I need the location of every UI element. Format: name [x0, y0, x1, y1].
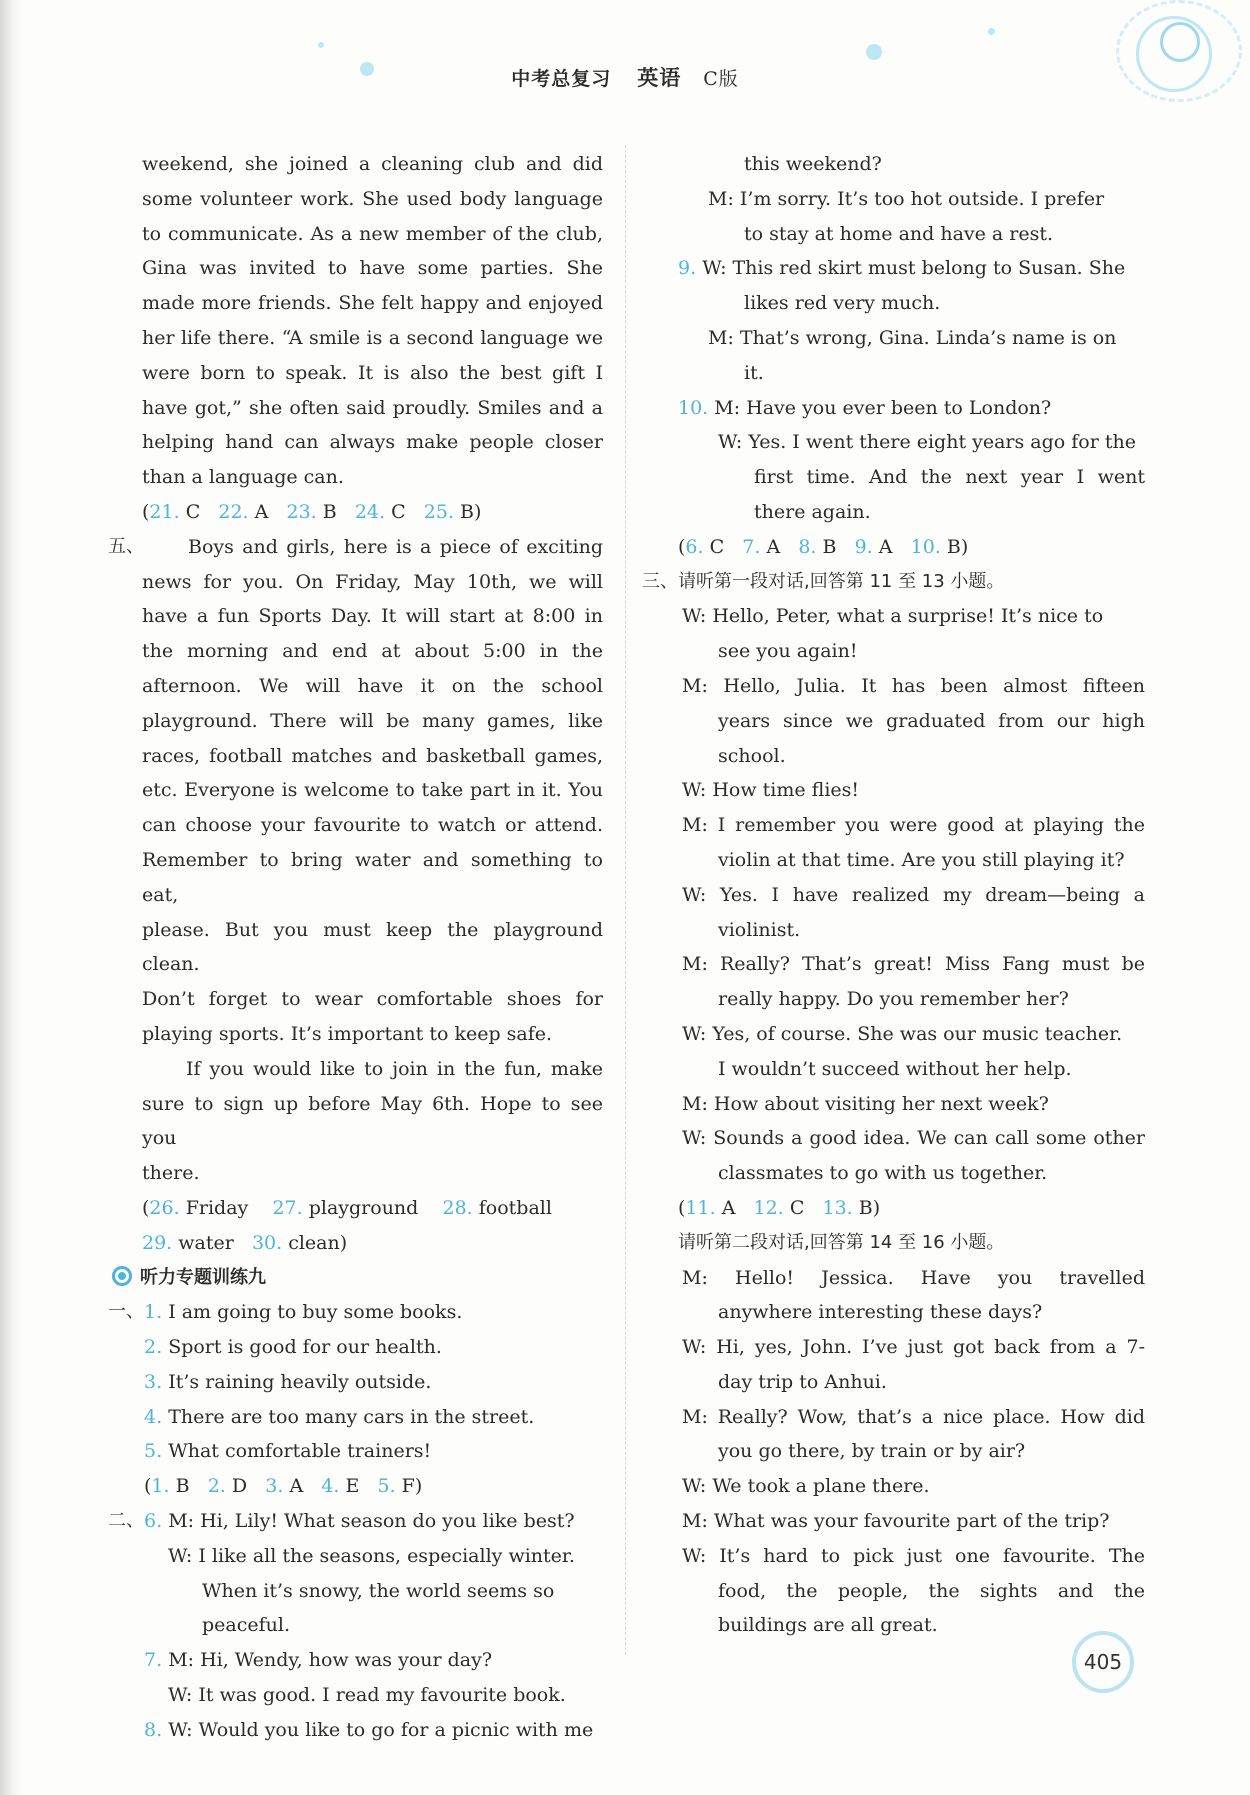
section-label: 二、: [108, 1510, 144, 1532]
answer-key-1-5: (1. B 2. D 3. A 4. E 5. F): [144, 1475, 423, 1498]
decorative-dot: [866, 44, 882, 60]
dialog-line: W: I like all the seasons, especially winter.: [168, 1544, 575, 1567]
passage-line: Remember to bring water and something to eat,: [142, 848, 603, 906]
passage-line: please. But you must keep the playground clean.: [142, 918, 603, 976]
dialog-line: years since we graduated from our high: [718, 709, 1145, 732]
passage-line: If you would like to join in the fun, make: [186, 1057, 603, 1080]
list-item: 2. Sport is good for our health.: [144, 1336, 442, 1359]
passage-line: there.: [142, 1162, 200, 1185]
dialog-line: this weekend?: [744, 153, 882, 175]
dialog-line: buildings are all great.: [718, 1614, 938, 1637]
passage-line: playground. There will be many games, like: [142, 709, 603, 732]
dialog-line: M: I remember you were good at playing the: [682, 814, 1145, 837]
dialog-line: 7. M: Hi, Wendy, how was your day?: [144, 1649, 493, 1672]
passage-line: Don’t forget to wear comfortable shoes for: [142, 988, 603, 1011]
page-header: [0, 62, 1250, 92]
dialog-line: M: Hello, Julia. It has been almost fifteen: [682, 674, 1145, 697]
dialog-line: 10. M: Have you ever been to London?: [678, 396, 1052, 419]
dialog-line: M: How about visiting her next week?: [682, 1092, 1049, 1115]
dialog-line: M: Hello! Jessica. Have you travelled: [682, 1266, 1145, 1289]
dialog-line: W: Yes, of course. She was our music teacher.: [682, 1022, 1123, 1045]
passage-line: made more friends. She felt happy and enjoyed: [142, 292, 603, 315]
passage-line: afternoon. We will have it on the school: [142, 674, 603, 697]
dialog-line: classmates to go with us together.: [718, 1162, 1048, 1185]
passage-line: news for you. On Friday, May 10th, we will: [142, 570, 603, 593]
passage-5: [108, 530, 603, 1261]
dialog-line: 8. W: Would you like to go for a picnic with me: [144, 1718, 594, 1741]
right-column: [642, 147, 1145, 1643]
listening-part-2: [108, 1504, 603, 1748]
dialog-line: day trip to Anhui.: [718, 1370, 887, 1393]
passage-4: [108, 147, 603, 530]
answer-key-6-10: (6. C 7. A 8. B 9. A 10. B): [678, 535, 969, 558]
section-heading: 听力专题训练九: [108, 1261, 603, 1296]
dialog-line: food, the people, the sights and the: [718, 1579, 1145, 1602]
passage-line: have a fun Sports Day. It will start at 8:00 in: [142, 605, 603, 628]
passage-line: Gina was invited to have some parties. She: [142, 257, 603, 280]
page-number: 405: [1072, 1631, 1134, 1693]
dialog-2: [648, 1261, 1145, 1644]
dialog-line: it.: [744, 361, 764, 384]
passage-line: Boys and girls, here is a piece of exciting: [188, 535, 603, 558]
passage-line: weekend, she joined a cleaning club and did: [142, 153, 603, 175]
dialog-line: see you again!: [718, 640, 858, 663]
dialog-line: 6. M: Hi, Lily! What season do you like best?: [144, 1510, 575, 1533]
instruction-line: 三、请听第一段对话,回答第 11 至 13 小题。: [642, 570, 1005, 592]
listening-part-1: [108, 1295, 603, 1504]
passage-line: can choose your favourite to watch or attend.: [142, 814, 603, 837]
dialog-line: W: Hi, yes, John. I’ve just got back from a 7-: [682, 1336, 1145, 1359]
left-column: [108, 147, 603, 1748]
answer-key-26-30: (26. Friday 27. playground 28. football: [142, 1196, 552, 1219]
list-item: 1. I am going to buy some books.: [144, 1301, 463, 1324]
answer-key-21-25: (21. C 22. A 23. B 24. C 25. B): [142, 500, 482, 523]
instruction-line: 请听第二段对话,回答第 14 至 16 小题。: [678, 1231, 1005, 1253]
passage-line: were born to speak. It is also the best gift I: [142, 361, 603, 384]
dialog-line: school.: [718, 744, 786, 767]
dialog-1: [648, 599, 1145, 1191]
dialog-line: W: It’s hard to pick just one favourite. The: [682, 1544, 1145, 1567]
decorative-dot: [318, 42, 324, 48]
section-label: 一、: [108, 1301, 144, 1323]
column-divider: [625, 145, 626, 1655]
section-label: 五、: [108, 535, 144, 557]
dialog-line: M: I’m sorry. It’s too hot outside. I prefer: [708, 187, 1105, 210]
subject-label: 英语: [637, 65, 682, 90]
passage-line: etc. Everyone is welcome to take part in it. You: [142, 779, 603, 802]
dialog-line: W: It was good. I read my favourite book.: [168, 1684, 566, 1707]
passage-line: have got,” she often said proudly. Smiles and a: [142, 396, 603, 419]
passage-line: than a language can.: [142, 466, 344, 489]
dialog-line: violin at that time. Are you still playing it?: [718, 848, 1125, 871]
page-edge-shadow: [0, 0, 22, 1795]
dialog-line: anywhere interesting these days?: [718, 1301, 1043, 1324]
dialog-line: peaceful.: [202, 1614, 291, 1637]
dialog-line: M: Really? Wow, that’s a nice place. How did: [682, 1405, 1145, 1428]
passage-line: the morning and end at about 5:00 in the: [142, 640, 603, 663]
dialog-line: to stay at home and have a rest.: [744, 222, 1054, 245]
answer-key-11-13: (11. A 12. C 13. B): [678, 1196, 881, 1219]
dialog-line: M: Really? That’s great! Miss Fang must be: [682, 953, 1145, 976]
dialog-line: violinist.: [718, 918, 801, 941]
list-item: 5. What comfortable trainers!: [144, 1440, 432, 1463]
dialog-line: W: Hello, Peter, what a surprise! It’s nice to: [682, 605, 1104, 628]
passage-line: some volunteer work. She used body language: [142, 187, 603, 210]
dialog-line: W: Sounds a good idea. We can call some other: [682, 1127, 1145, 1150]
edition-label: C版: [703, 68, 739, 90]
passage-line: races, football matches and basketball games,: [142, 744, 603, 767]
dialog-line: really happy. Do you remember her?: [718, 988, 1069, 1011]
dialog-line: likes red very much.: [744, 292, 941, 315]
passage-line: helping hand can always make people closer: [142, 431, 603, 454]
dialog-line: there again.: [754, 500, 871, 523]
dialog-line: W: How time flies!: [682, 779, 860, 802]
dialog-line: you go there, by train or by air?: [718, 1440, 1026, 1463]
dialog-line: When it’s snowy, the world seems so: [202, 1579, 555, 1602]
decorative-dot: [988, 28, 995, 35]
headphones-target-icon: [112, 1266, 132, 1286]
dialog-line: W: Yes. I have realized my dream—being a: [682, 883, 1145, 906]
dialog-line: M: What was your favourite part of the trip?: [682, 1510, 1110, 1533]
dialog-line: I wouldn’t succeed without her help.: [718, 1057, 1072, 1080]
dialog-line: W: We took a plane there.: [682, 1475, 930, 1498]
dialog-line: M: That’s wrong, Gina. Linda’s name is on: [708, 326, 1117, 349]
answer-key-29-30: 29. water 30. clean): [142, 1231, 348, 1254]
dialog-line: 9. W: This red skirt must belong to Susan. She: [678, 257, 1126, 280]
list-item: 4. There are too many cars in the street.: [144, 1405, 535, 1428]
list-item: 3. It’s raining heavily outside.: [144, 1370, 432, 1393]
passage-line: to communicate. As a new member of the club,: [142, 222, 603, 245]
passage-line: sure to sign up before May 6th. Hope to see you: [142, 1092, 603, 1150]
dialog-line: W: Yes. I went there eight years ago for the: [718, 431, 1136, 454]
book-title: 中考总复习: [511, 68, 612, 90]
passage-line: her life there. “A smile is a second language we: [142, 326, 603, 349]
dialog-line: first time. And the next year I went: [754, 466, 1145, 489]
passage-line: playing sports. It’s important to keep safe.: [142, 1022, 553, 1045]
